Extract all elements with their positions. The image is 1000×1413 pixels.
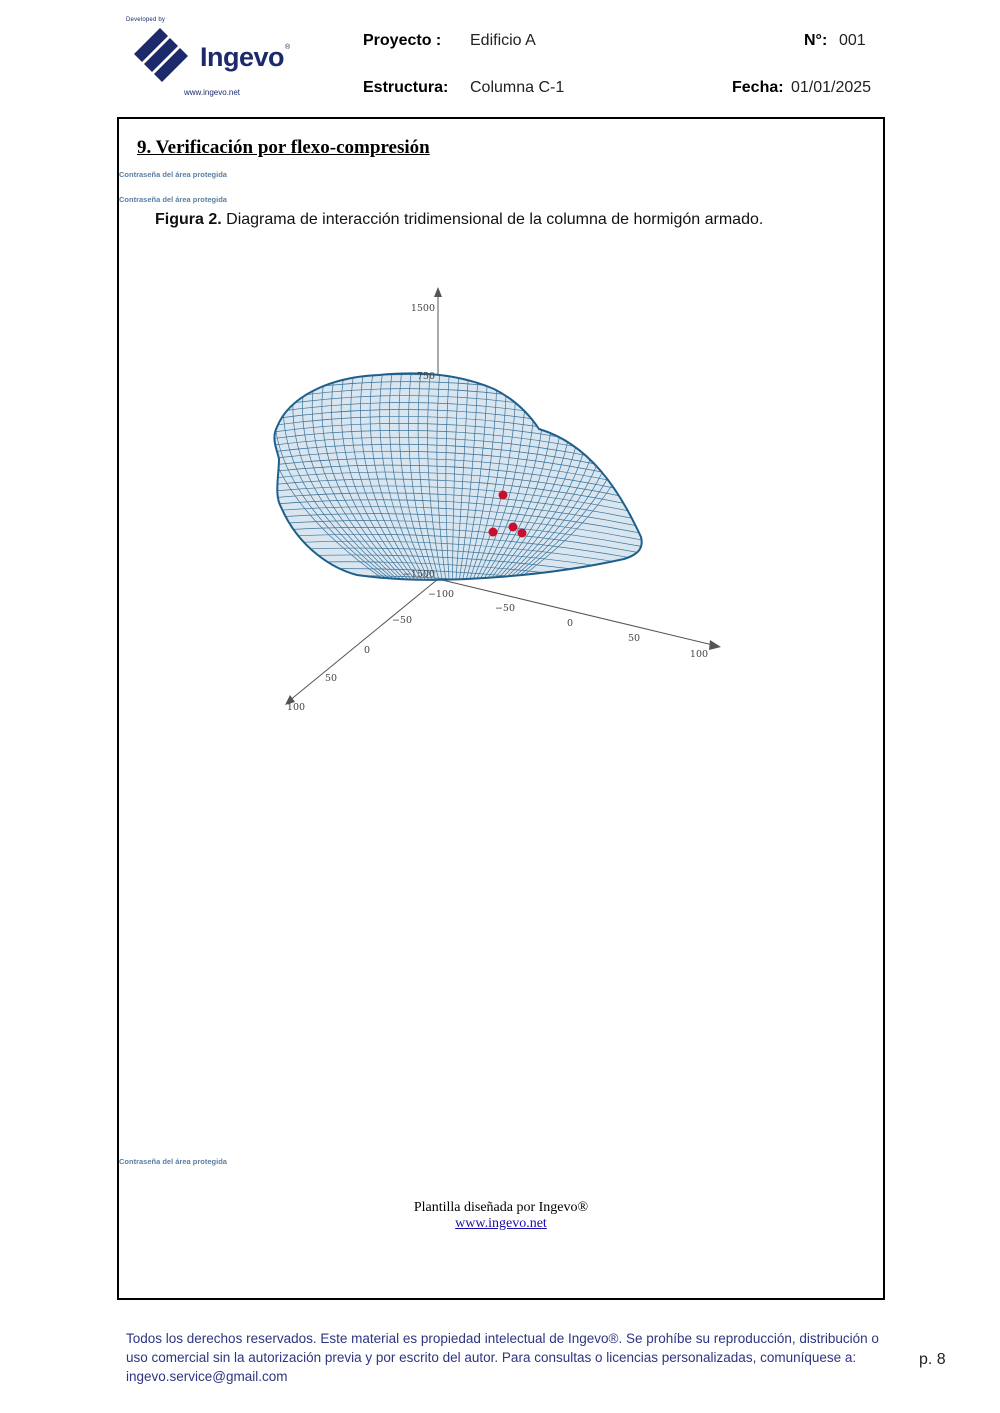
- x-tick-label: −50: [494, 603, 516, 614]
- y-tick-label: 50: [324, 673, 338, 684]
- protected-area-note: Contraseña del área protegida: [119, 195, 227, 204]
- fecha-label: Fecha:: [732, 79, 784, 96]
- credit-link[interactable]: www.ingevo.net: [455, 1216, 547, 1231]
- demand-point: [509, 523, 518, 532]
- z-tick-label: 1500: [410, 303, 435, 314]
- x-tick-label: 100: [689, 649, 709, 660]
- protected-area-note: Contraseña del área protegida: [119, 1157, 227, 1166]
- x-tick-label: −100: [427, 589, 455, 600]
- z-tick-label: −1500: [402, 569, 435, 580]
- x-axis: [438, 579, 721, 650]
- brand-registered: ®: [285, 44, 291, 51]
- proyecto-value: Edificio A: [470, 32, 536, 49]
- numero-label: N°:: [804, 32, 828, 49]
- figure-caption-text: Diagrama de interacción tridimensional de la columna de hormigón armado.: [221, 211, 764, 228]
- y-tick-label: 100: [286, 702, 306, 713]
- interaction-diagram-3d: [119, 259, 883, 729]
- y-tick-label: 0: [363, 645, 371, 656]
- protected-area-note: Contraseña del área protegida: [119, 170, 227, 179]
- figure-caption-number: Figura 2.: [155, 211, 222, 228]
- x-tick-label: 0: [566, 618, 574, 629]
- y-tick-label: −50: [391, 615, 413, 626]
- demand-point: [499, 491, 508, 500]
- section-title: 9. Verificación por flexo-compresión: [137, 137, 430, 158]
- page-number: p. 8: [919, 1351, 946, 1368]
- x-tick-label: 50: [627, 633, 641, 644]
- proyecto-label: Proyecto :: [363, 32, 442, 49]
- demand-point: [518, 529, 527, 538]
- estructura-value: Columna C-1: [470, 79, 565, 96]
- interaction-surface: [259, 354, 659, 609]
- template-credit: [119, 1200, 883, 1232]
- estructura-label: Estructura:: [363, 79, 449, 96]
- y-axis: [285, 579, 438, 705]
- brand-url: www.ingevo.net: [184, 88, 241, 97]
- page-header: [0, 0, 1000, 110]
- ingevo-logo: [120, 14, 300, 100]
- numero-value: 001: [839, 32, 866, 49]
- copyright-notice: Todos los derechos reservados. Este material es propiedad intelectual de Ingevo®. Se prohíbe su reproducción, distribución o uso comercial sin la autorización previa y por escrito del autor. Para consultas o licencias personalizadas, comuníquese a: ingevo.service@gmail.com: [126, 1331, 879, 1384]
- developed-by-label: Developed by: [126, 17, 166, 23]
- brand-name: Ingevo: [200, 42, 285, 72]
- demand-point: [489, 528, 498, 537]
- fecha-value: 01/01/2025: [791, 79, 872, 96]
- z-tick-label: 750: [416, 371, 435, 382]
- figure-caption: [155, 211, 763, 229]
- content-frame: [117, 117, 885, 1300]
- ingevo-stripes-icon: [132, 26, 192, 86]
- credit-text: Plantilla diseñada por Ingevo®: [413, 1200, 589, 1215]
